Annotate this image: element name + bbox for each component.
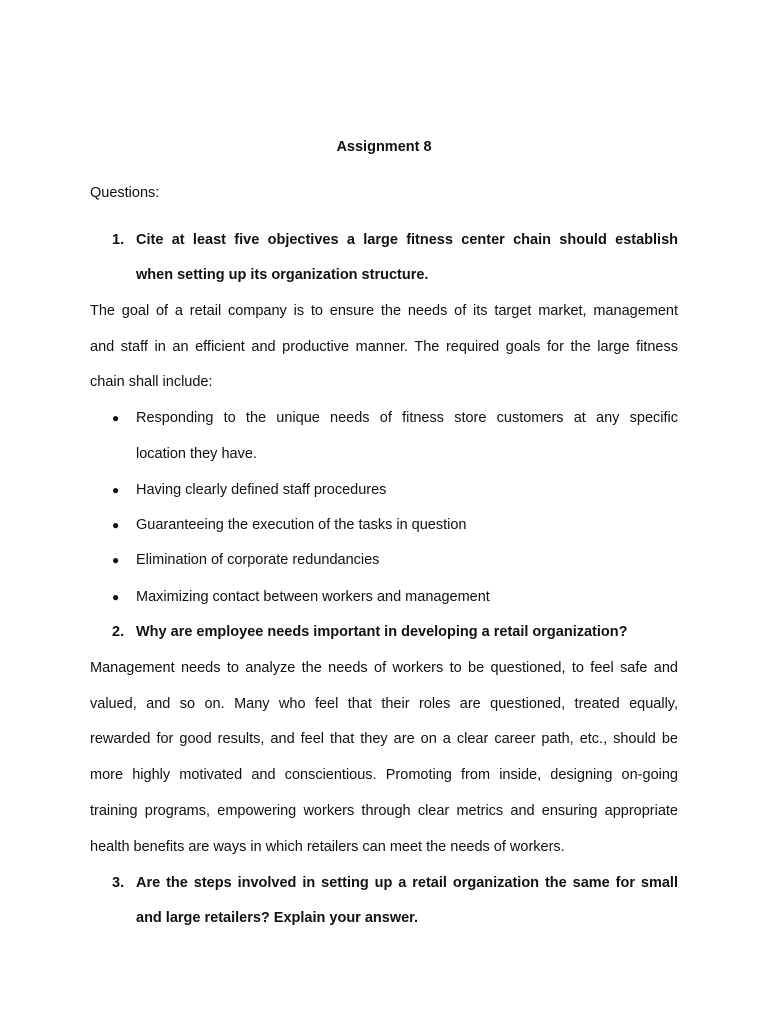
paragraph-1-line-1: The goal of a retail company is to ensure the needs of its target market, management bbox=[90, 303, 678, 319]
paragraph-2-line-6: health benefits are ways in which retailers can meet the needs of workers. bbox=[90, 839, 565, 855]
paragraph-2-line-1: Management needs to analyze the needs of workers to be questioned, to feel safe and bbox=[90, 660, 678, 676]
question-1-line-2: when setting up its organization structure. bbox=[136, 267, 429, 283]
paragraph-1-line-2: and staff in an efficient and productive manner. The required goals for the large fitness bbox=[90, 339, 678, 355]
bullet-icon: ● bbox=[112, 553, 120, 567]
question-2-line-1: Why are employee needs important in developing a retail organization? bbox=[136, 624, 628, 640]
paragraph-2-line-5: training programs, empowering workers through clear metrics and ensuring appropriate bbox=[90, 803, 678, 819]
bullet-3: Guaranteeing the execution of the tasks in question bbox=[136, 517, 467, 533]
question-3-line-1: Are the steps involved in setting up a retail organization the same for small bbox=[136, 875, 678, 891]
question-2-number: 2. bbox=[112, 624, 125, 640]
paragraph-2-line-2: valued, and so on. Many who feel that their roles are questioned, treated equally, bbox=[90, 696, 678, 712]
bullet-5: Maximizing contact between workers and management bbox=[136, 589, 490, 605]
paragraph-2-line-3: rewarded for good results, and feel that they are on a clear career path, etc., should be bbox=[90, 731, 678, 747]
bullet-icon: ● bbox=[112, 518, 120, 532]
paragraph-1-line-3: chain shall include: bbox=[90, 374, 213, 390]
bullet-4: Elimination of corporate redundancies bbox=[136, 552, 380, 568]
question-3-number: 3. bbox=[112, 875, 125, 891]
questions-heading: Questions: bbox=[90, 185, 160, 201]
question-3-line-2: and large retailers? Explain your answer. bbox=[136, 910, 419, 926]
bullet-icon: ● bbox=[112, 590, 120, 604]
bullet-icon: ● bbox=[112, 411, 120, 425]
bullet-1-line-1: Responding to the unique needs of fitness store customers at any specific bbox=[136, 410, 678, 426]
question-1-line-1: Cite at least five objectives a large fitness center chain should establish bbox=[136, 232, 678, 248]
document-title: Assignment 8 bbox=[336, 139, 432, 155]
paragraph-2-line-4: more highly motivated and conscientious. Promoting from inside, designing on-going bbox=[90, 767, 678, 783]
bullet-1-line-2: location they have. bbox=[136, 446, 257, 462]
bullet-2: Having clearly defined staff procedures bbox=[136, 482, 387, 498]
question-1-number: 1. bbox=[112, 232, 125, 248]
bullet-icon: ● bbox=[112, 483, 120, 497]
